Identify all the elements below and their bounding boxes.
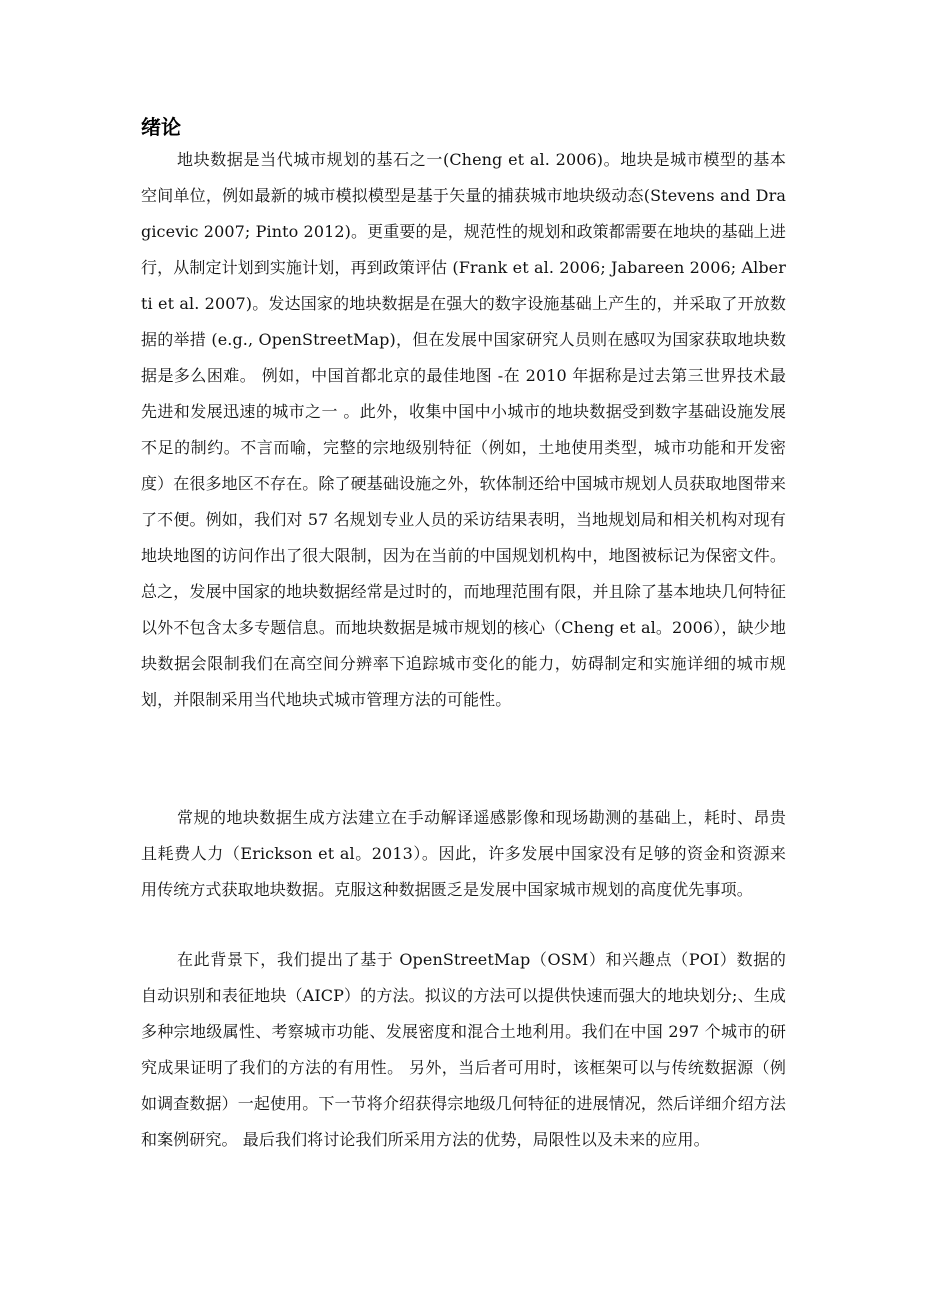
paragraph: 地块数据是当代城市规划的基石之一(Cheng et al. 2006)。地块是城市模型的基本空间单位，例如最新的城市模拟模型是基于矢量的捕获城市地块级动态(Stevens and Dragicevic 2007; Pinto 2012)。更重要的是，规范性的规划和政策都需要在地块的基础上进行，从制定计划到实施计划，再到政策评估 (Frank et al. 2006; Jabareen 2006; Alberti et al. 2007)。发达国家的地块数据是在强大的数字设施基础上产生的，并采取了开放数据的举措 (e.g., OpenStreetMap)，但在发展中国家研究人员则在感叹为国家获取地块数据是多么困难。 例如，中国首都北京的最佳地图 -在 2010 年据称是过去第三世界技术最先进和发展迅速的城市之一 。此外，收集中国中小城市的地块数据受到数字基础设施发展不足的制约。不言而喻，完整的宗地级别特征（例如，土地使用类型，城市功能和开发密度）在很多地区不存在。除了硬基础设施之外，软体制还给中国城市规划人员获取地图带来了不便。例如，我们对 57 名规划专业人员的采访结果表明，当地规划局和相关机构对现有地块地图的访问作出了很大限制，因为在当前的中国规划机构中，地图被标记为保密文件。总之，发展中国家的地块数据经常是过时的，而地理范围有限，并且除了基本地块几何特征以外不包含太多专题信息。而地块数据是城市规划的核心（Cheng et al。2006），缺少地块数据会限制我们在高空间分辨率下追踪城市变化的能力，妨碍制定和实施详细的城市规划，并限制采用当代地块式城市管理方法的可能性。 xyxy=(141,150,786,709)
section-title: 绪论 xyxy=(141,115,181,139)
paragraph: 常规的地块数据生成方法建立在手动解译遥感影像和现场勘测的基础上，耗时、昂贵且耗费人力（Erickson et al。2013）。因此，许多发展中国家没有足够的资金和资源来用传统方式获取地块数据。克服这种数据匮乏是发展中国家城市规划的高度优先事项。 xyxy=(141,808,786,899)
paragraph: 在此背景下，我们提出了基于 OpenStreetMap（OSM）和兴趣点（POI）数据的自动识别和表征地块（AICP）的方法。拟议的方法可以提供快速而强大的地块划分;、生成多种宗地级属性、考察城市功能、发展密度和混合土地利用。我们在中国 297 个城市的研究成果证明了我们的方法的有用性。 另外，当后者可用时，该框架可以与传统数据源（例如调查数据）一起使用。下一节将介绍获得宗地级几何特征的进展情况，然后详细介绍方法和案例研究。 最后我们将讨论我们所采用方法的优势，局限性以及未来的应用。 xyxy=(141,950,786,1149)
